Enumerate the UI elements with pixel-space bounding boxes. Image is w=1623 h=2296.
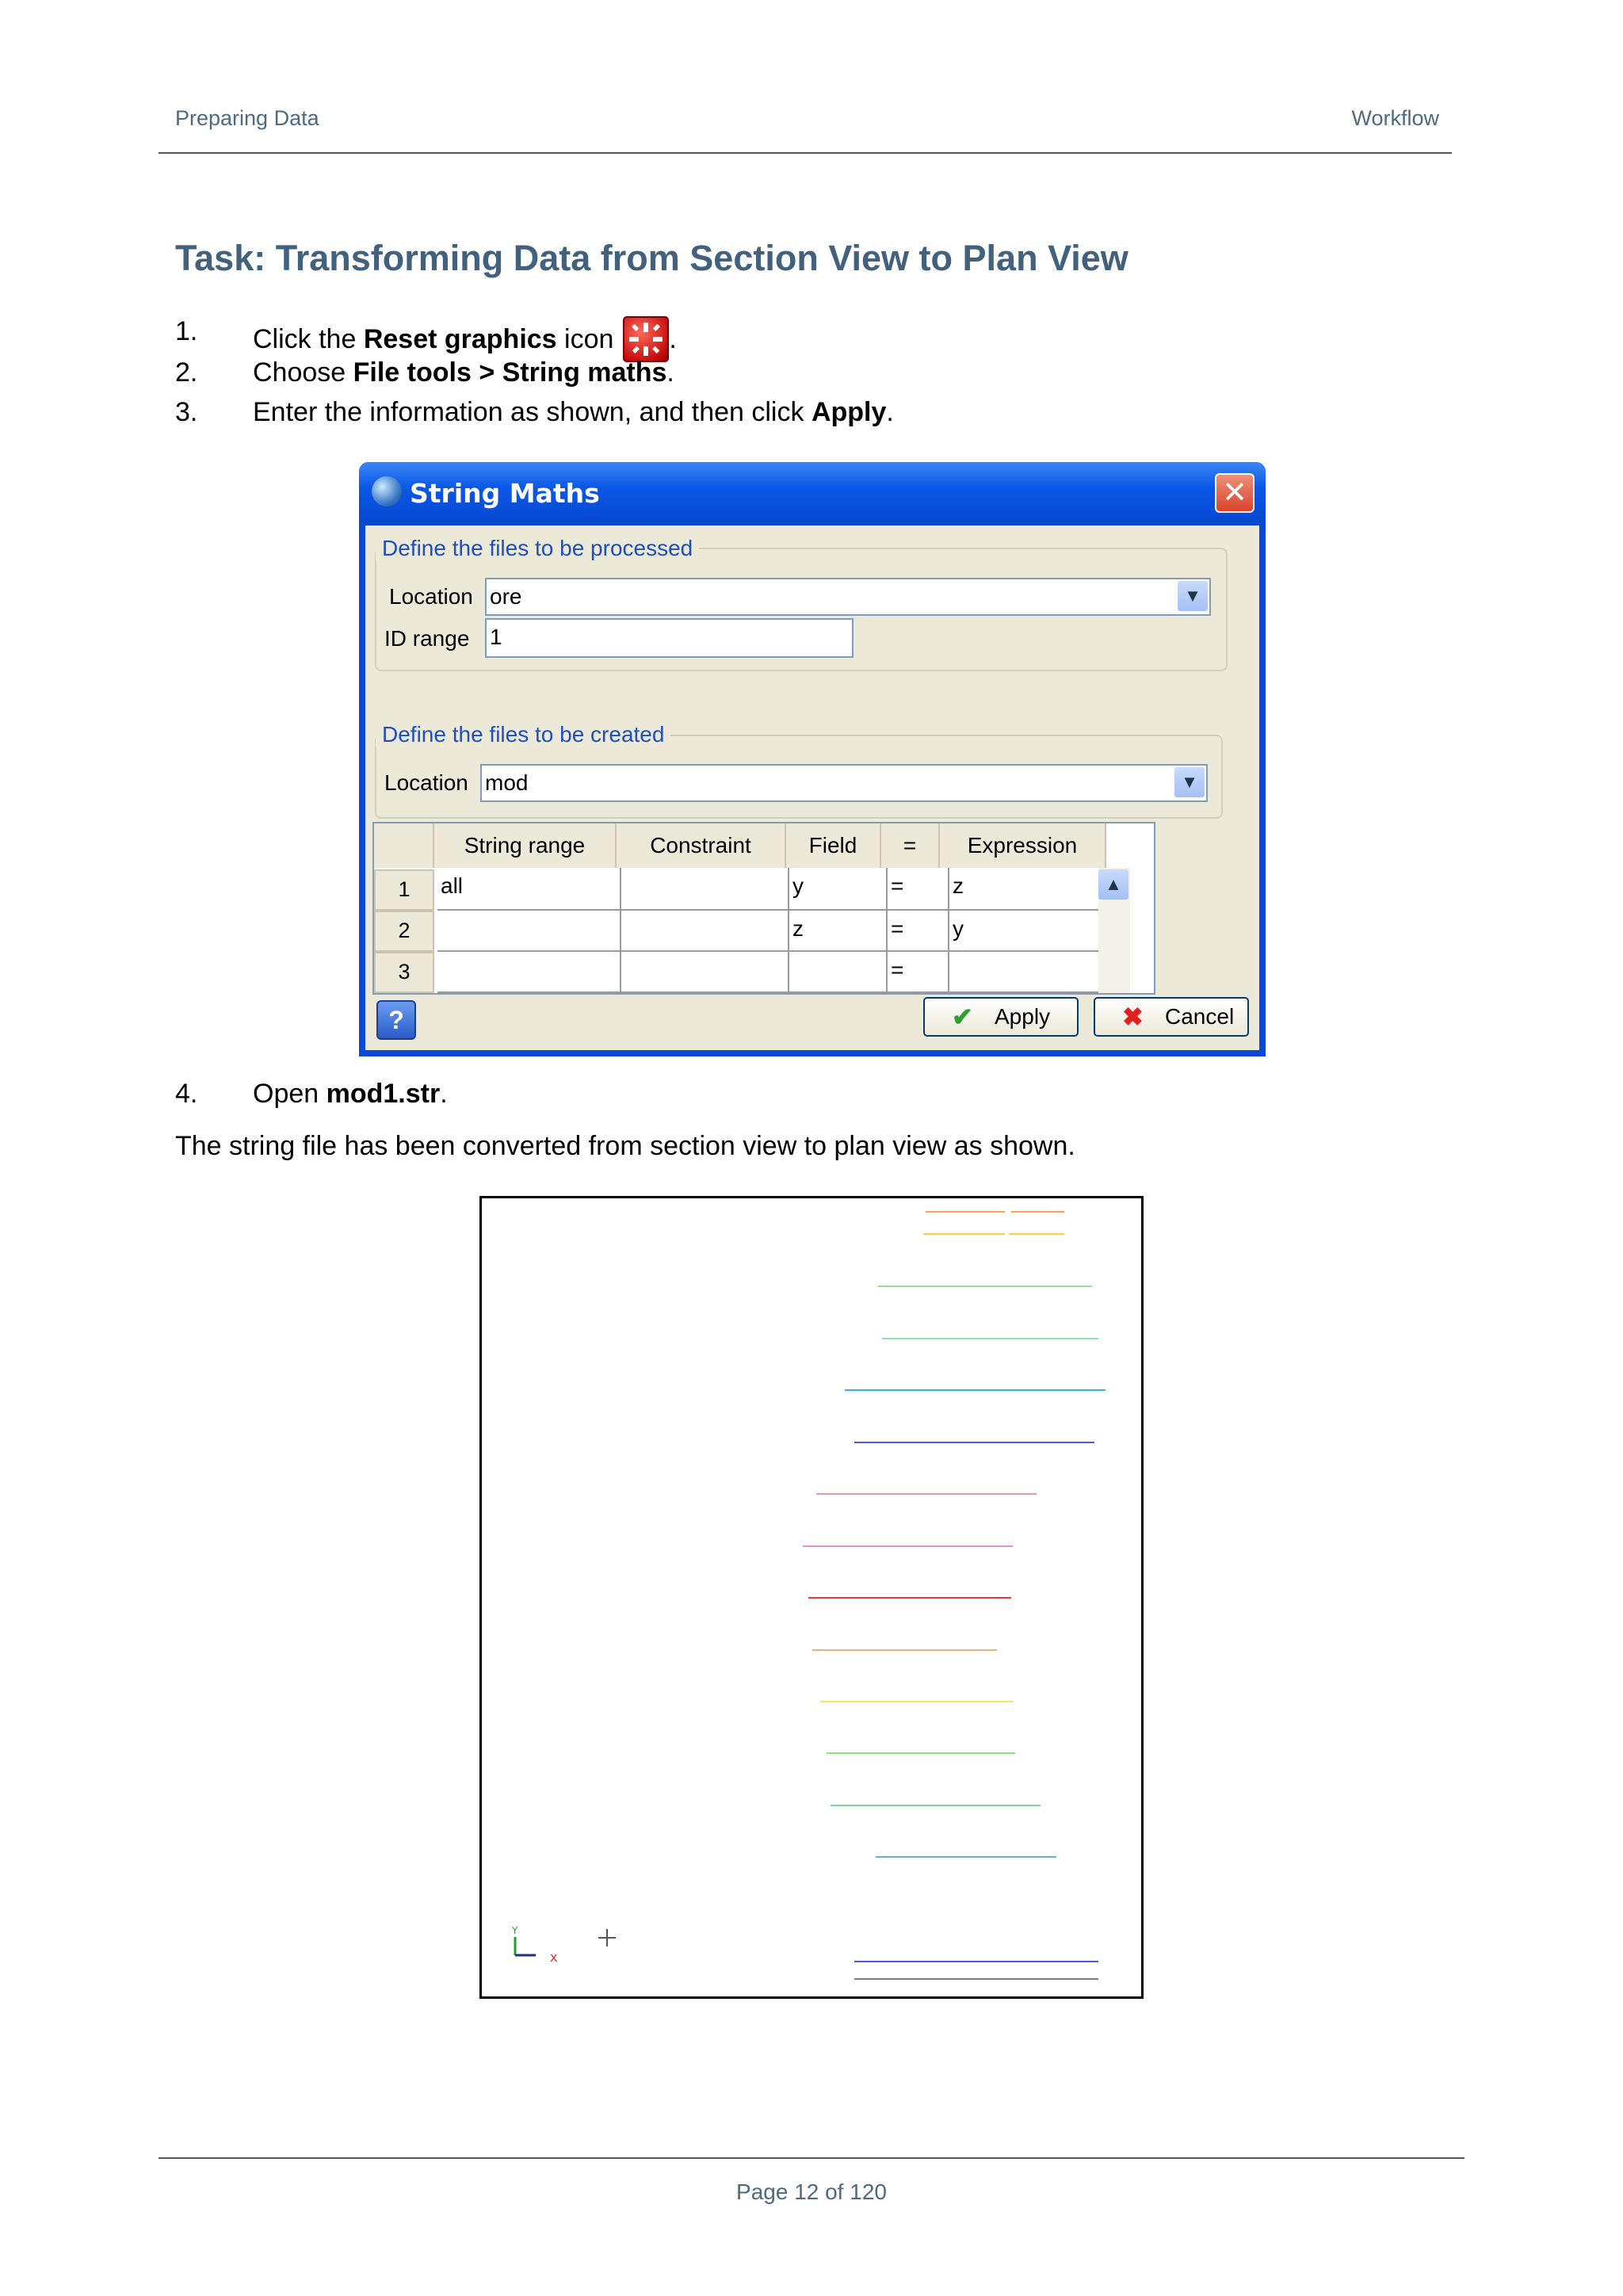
row-header[interactable]: 1 <box>374 869 434 911</box>
step-text: Enter the information as shown, and then click Apply. <box>253 397 894 427</box>
chevron-up-icon[interactable]: ▲ <box>1098 869 1128 900</box>
help-button[interactable]: ? <box>376 1000 416 1040</box>
column-header[interactable]: = <box>881 823 940 868</box>
table-cell[interactable] <box>621 911 789 952</box>
location-output-input[interactable]: mod ▼ <box>480 764 1208 802</box>
table-cell[interactable]: = <box>888 868 949 911</box>
chevron-down-icon[interactable]: ▼ <box>1178 581 1208 611</box>
table-cell[interactable] <box>949 952 1113 993</box>
step-text: Open mod1.str. <box>253 1079 448 1109</box>
row-header[interactable]: 3 <box>374 952 434 993</box>
string-lines <box>803 1212 1106 1979</box>
page-title: Task: Transforming Data from Section View to Plan View <box>175 238 1128 278</box>
table-cell[interactable] <box>437 911 621 952</box>
column-header[interactable]: Constraint <box>617 823 786 868</box>
table-cell[interactable]: z <box>949 868 1113 911</box>
axis-indicator <box>511 1925 557 1965</box>
expression-table <box>372 822 1155 995</box>
crosshair-icon <box>598 1929 616 1946</box>
table-cell[interactable] <box>621 952 789 993</box>
globe-icon <box>372 476 402 506</box>
location-label: Location <box>384 770 468 795</box>
table-cell[interactable]: = <box>888 952 949 993</box>
table-cell[interactable]: y <box>949 911 1113 952</box>
step-bold: mod1.str <box>326 1079 441 1109</box>
table-cell[interactable]: = <box>888 911 949 952</box>
id-range-label: ID range <box>384 626 470 651</box>
x-axis-label: x <box>550 1950 558 1965</box>
dialog-title: String Maths <box>410 478 600 509</box>
page-number: Page 12 of 120 <box>736 2179 887 2204</box>
location-label: Location <box>389 584 473 609</box>
chevron-down-icon[interactable]: ▼ <box>1174 767 1205 797</box>
column-header[interactable]: Expression <box>940 823 1106 868</box>
step-number: 3. <box>175 397 198 427</box>
table-cell[interactable]: all <box>437 868 621 911</box>
table-cell[interactable] <box>437 952 621 993</box>
step-bold: Apply <box>811 397 887 427</box>
table-cell[interactable] <box>789 952 888 993</box>
y-axis-label: Y <box>512 1925 518 1936</box>
step-number: 2. <box>175 357 198 388</box>
plot-canvas <box>482 1198 1141 1996</box>
row-header[interactable]: 2 <box>374 911 434 952</box>
table-cell[interactable]: y <box>789 868 888 911</box>
step-text: Click the Reset graphics icon . <box>253 316 677 362</box>
step-number: 4. <box>175 1079 198 1109</box>
reset-graphics-icon <box>623 316 669 362</box>
footer-divider <box>158 2157 1465 2159</box>
group-label: Define the files to be processed <box>376 536 699 561</box>
step-text: Choose File tools > String maths. <box>253 357 674 388</box>
column-header[interactable]: Field <box>786 823 881 868</box>
dialog-titlebar[interactable] <box>359 462 1266 525</box>
check-icon: ✔ <box>952 1003 973 1031</box>
step-number: 1. <box>175 316 198 346</box>
cancel-button[interactable]: ✖ Cancel <box>1094 997 1249 1037</box>
close-button[interactable]: ✕ <box>1215 473 1254 513</box>
plan-view-plot <box>479 1196 1144 1999</box>
result-paragraph: The string file has been converted from section view to plan view as shown. <box>175 1131 1075 1161</box>
column-header[interactable]: String range <box>434 823 617 868</box>
id-range-input[interactable]: 1 <box>485 618 854 658</box>
apply-button[interactable]: ✔ Apply <box>923 997 1079 1037</box>
step-bold: File tools > String maths <box>353 357 667 388</box>
header-right: Workflow <box>1351 106 1439 130</box>
step-bold: Reset graphics <box>363 324 557 354</box>
group-label: Define the files to be created <box>376 722 670 747</box>
header-divider <box>158 152 1452 154</box>
header-left: Preparing Data <box>175 106 319 130</box>
location-input[interactable]: ore ▼ <box>485 578 1211 616</box>
cross-icon: ✖ <box>1122 1003 1144 1031</box>
corner-header <box>374 823 434 868</box>
table-cell[interactable] <box>621 868 789 911</box>
table-cell[interactable]: z <box>789 911 888 952</box>
